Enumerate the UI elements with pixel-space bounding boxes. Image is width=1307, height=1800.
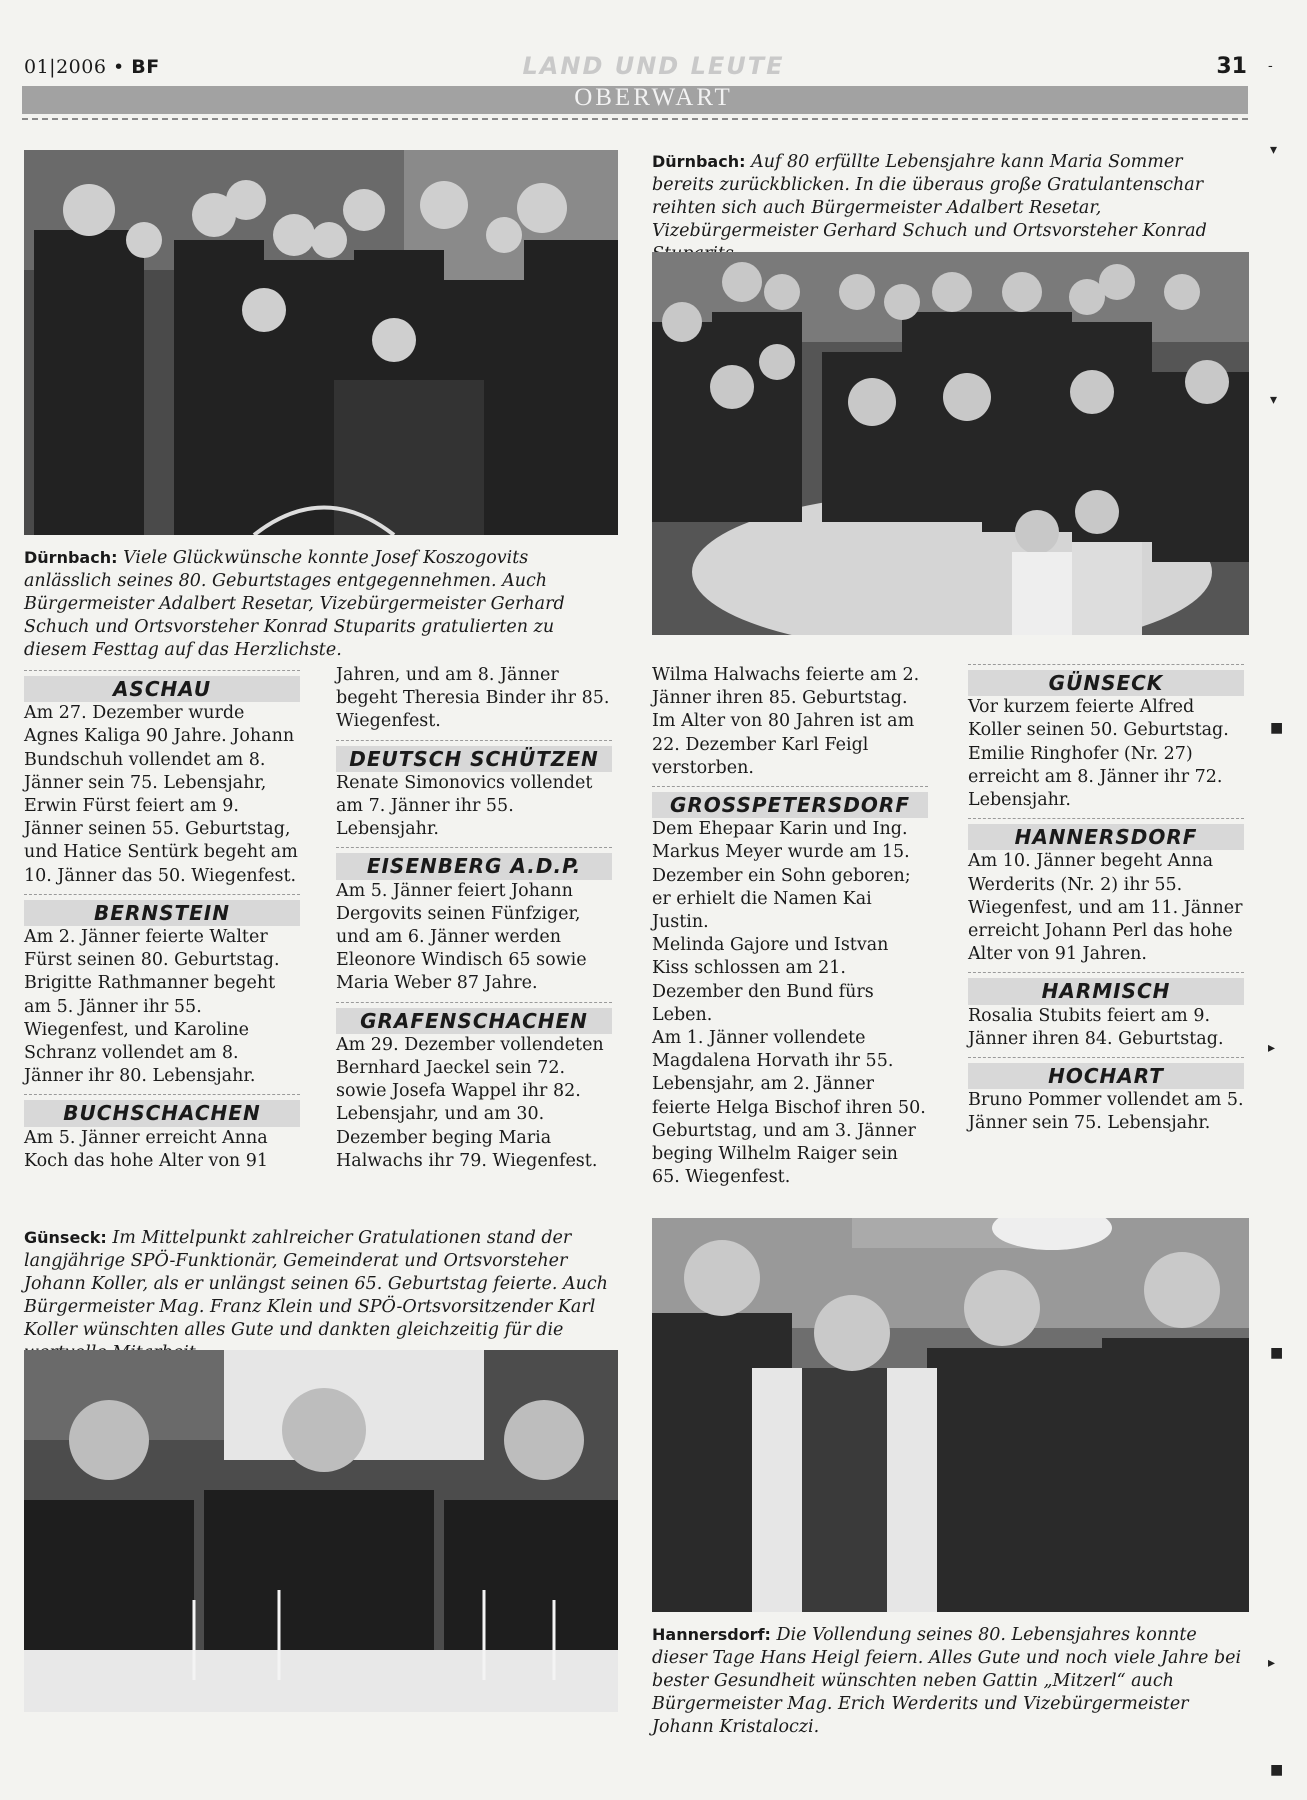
photo-group-image: [24, 150, 618, 535]
section-hochart: [968, 1057, 1244, 1136]
photo-hannersdorf-heigl: [652, 1218, 1249, 1612]
issue-date: 01|2006 •: [24, 56, 125, 78]
section-text: Bruno Pommer vollendet am 5. Jänner sein 75. Lebensjahr.: [968, 1090, 1244, 1134]
photo-group-image: [652, 252, 1249, 635]
column-2: [336, 664, 612, 1177]
section-heading: BERNSTEIN: [24, 900, 300, 926]
section-deutsch-schuetzen: [336, 740, 612, 842]
section-text: Am 5. Jänner erreicht Anna Koch das hohe Alter von 91: [24, 1127, 269, 1171]
section-heading: GRAFENSCHACHEN: [336, 1008, 612, 1034]
magazine-name: BF: [131, 56, 160, 78]
section-heading: GROSSPETERSDORF: [652, 792, 928, 818]
page-number: 31: [1216, 54, 1247, 79]
section-grafenschachen: [336, 1002, 612, 1173]
section-heading: HANNERSDORF: [968, 824, 1244, 850]
scan-mark: -: [1268, 58, 1273, 74]
caption-text: Viele Glückwünsche konnte Josef Koszogovits anlässlich seines 80. Geburtstages entgegennehmen. Auch Bürgermeister Adalbert Resetar, Vizebürgermeister Gerhard Schuch und Ortsvorsteher Konrad Stuparits gratulierten zu diesem Festtag auf das Herzlichste.: [24, 548, 565, 660]
section-grosspetersdorf: [652, 786, 928, 1189]
section-heading: ASCHAU: [24, 676, 300, 702]
section-title: LAND UND LEUTE: [522, 52, 785, 80]
caption-text: Im Mittelpunkt zahlreicher Gratulationen stand der langjährige SPÖ-Funktionär, Gemeinderat und Ortsvorsteher Johann Koller, als er unlängst seinen 65. Geburtstag feierte. Auch Bürgermeister Mag. Franz Klein und SPÖ-Ortsvorsitzender Karl Koller wünschten alles Gute und dankten gleichzeitig für die: [24, 1228, 608, 1340]
section-text: Am 29. Dezember vollendeten Bernhard Jaeckel sein 72. sowie Josefa Wappel ihr 82. Lebensjahr, und am 30. Dezember beging Maria Halwachs ihr 79. Wiegenfest.: [336, 1034, 604, 1171]
section-text: Melinda Gajore und Istvan Kiss schlossen am 21. Dezember den Bund fürs Leben.: [652, 935, 889, 1025]
section-text: Rosalia Stubits feiert am 9. Jänner ihren 84. Geburtstag.: [968, 1005, 1224, 1049]
section-text: Am 5. Jänner feiert Johann Dergovits seinen Fünfziger, und am 6. Jänner werden Eleonore Windisch 65 sowie Maria Weber 87 Jahre.: [336, 880, 587, 994]
region-title: OBERWART: [574, 84, 733, 111]
caption-photo3: [24, 1226, 618, 1365]
scan-mark: ■: [1270, 1345, 1284, 1361]
caption-place: Dürnbach:: [24, 548, 118, 567]
section-bernstein: [24, 894, 300, 1089]
section-text: Im Alter von 80 Jahren ist am 22. Dezember Karl Feigl verstorben.: [652, 711, 915, 778]
caption-place: Dürnbach:: [652, 152, 746, 171]
section-guenseck: [968, 664, 1244, 812]
column-3: [652, 664, 928, 1193]
caption-photo1: [24, 546, 618, 662]
section-text: Wilma Halwachs feierte am 2. Jänner ihren 85. Geburtstag.: [652, 665, 920, 709]
section-text: Am 10. Jänner begeht Anna Werderits (Nr. 2) ihr 55. Wiegenfest, und am 11. Jänner erreicht Johann Perl das hohe Alter von 91 Jahren.: [968, 851, 1243, 965]
section-text: Am 2. Jänner feierte Walter Fürst seinen 80. Geburtstag. Brigitte Rathmanner begeht am 5. Jänner ihr 55. Wiegenfest, und Karoline Schranz vollendet am 8. Jänner ihr 80. Lebensjahr.: [24, 927, 280, 1087]
section-hannersdorf: [968, 818, 1244, 966]
section-heading: BUCHSCHACHEN: [24, 1100, 300, 1126]
scan-mark: ▾: [1270, 142, 1278, 158]
section-text: Jahren, und am 8. Jänner begeht Theresia Binder ihr 85. Wiegenfest.: [336, 665, 610, 732]
caption-text: Die Vollendung seines 80. Lebensjahres konnte dieser Tage Hans Heigl feiern. Alles Gute und noch viele Jahre bei bester Gesundheit wünschten neben Gattin „Mitzerl“ auch Bürgermeister Mag. Erich Werderits und Vizebürgermeister Johann Kristaloczi.: [652, 1625, 1242, 1737]
scan-mark: ■: [1270, 1762, 1284, 1778]
scan-mark: ■: [1270, 720, 1284, 736]
caption-text: Auf 80 erfüllte Lebensjahre kann Maria Sommer bereits zurückblicken. In die überaus große Gratulantenschar reihten sich auch Bürgermeister Adalbert Resetar, Vizebürgermeister Gerhard Schuch und Ortsvorsteher Konrad: [652, 152, 1207, 241]
caption-place: Günseck:: [24, 1228, 107, 1247]
section-heading: EISENBERG A.D.P.: [336, 853, 612, 879]
section-heading: HOCHART: [968, 1063, 1244, 1089]
section-heading: DEUTSCH SCHÜTZEN: [336, 746, 612, 772]
caption-place: Hannersdorf:: [652, 1625, 771, 1644]
section-text: Renate Simonovics vollendet am 7. Jänner ihr 55. Lebensjahr.: [336, 772, 593, 840]
section-harmisch: [968, 972, 1244, 1051]
caption-photo4: [652, 1623, 1249, 1739]
section-text: Dem Ehepaar Karin und Ing. Markus Meyer wurde am 15. Dezember ein Sohn geboren; er erhielt die Namen Kai Justin.: [652, 819, 911, 933]
caption-photo2: [652, 150, 1247, 266]
section-heading: GÜNSECK: [968, 670, 1244, 696]
section-aschau: [24, 670, 300, 888]
column-1: [24, 664, 300, 1177]
scan-mark: ▸: [1268, 1040, 1276, 1056]
column-4: [968, 664, 1244, 1140]
section-text: Vor kurzem feierte Alfred Koller seinen 50. Geburtstag. Emilie Ringhofer (Nr. 27) erreicht am 8. Jänner ihr 72. Lebensjahr.: [968, 697, 1229, 811]
scan-mark: ▸: [1268, 1655, 1276, 1671]
photo-group-image: [24, 1350, 618, 1712]
scan-mark: ▾: [1270, 392, 1278, 408]
photo-group-image: [652, 1218, 1249, 1612]
section-heading: HARMISCH: [968, 978, 1244, 1004]
section-eisenberg: [336, 847, 612, 995]
section-text: Am 1. Jänner vollendete Magdalena Horvath ihr 55. Lebensjahr, am 2. Jänner feierte Helga Bischof ihren 50. Geburtstag, und am 3. Jänner beging Wilhelm Raiger sein 65. Wiegenfest.: [652, 1028, 926, 1188]
photo-duernbach-koszogovits: [24, 150, 618, 535]
photo-duernbach-sommer: [652, 252, 1249, 635]
header-divider: [22, 118, 1248, 120]
section-text: Am 27. Dezember wurde Agnes Kaliga 90 Jahre. Johann Bundschuh vollendet am 8. Jänner sein 75. Lebensjahr, Erwin Fürst feiert am 9. Jänner seinen 55. Geburtstag, und Hatice Sentürk begeht am 10. Jänner das 50. Wiegenfest.: [24, 703, 298, 886]
photo-guenseck-koller: [24, 1350, 618, 1712]
section-buchschachen: [24, 1094, 300, 1173]
